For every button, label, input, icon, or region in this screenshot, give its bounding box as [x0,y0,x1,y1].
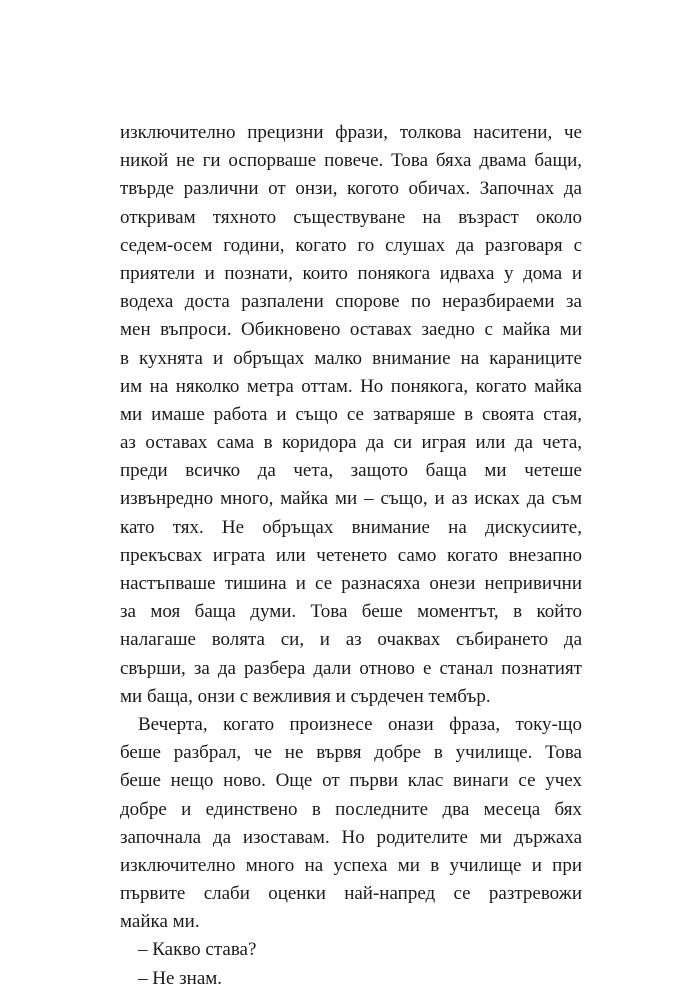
text-line: започнала да изоставам. Но родителите ми държаха [120,826,582,848]
text-line: изключително прецизни фрази, толкова наситени, че [120,122,582,143]
dialogue-line: – Не знам. [138,967,223,989]
text-line: като тях. Не обръщах внимание на дискусиите, [120,516,582,538]
text-line: приятели и познати, които понякога идваха у дома и [120,262,582,284]
text-line: прекъсвах играта или четенето само когато внезапно [120,544,582,566]
text-line: налагаше волята си, и аз очаквах събирането да [120,629,582,651]
text-line: мен въпроси. Обикновено оставах заедно с майка ми [120,319,582,341]
text-line: аз оставах сама в коридора да си играя или да чета, [120,432,582,454]
text-line: свърши, за да разбера дали отново е станал познатият [120,657,582,679]
text-line: ми баща, онзи с вежливия и сърдечен тембър. [120,685,491,707]
text-line: откривам тяхното съществуване на възраст около [120,206,582,228]
text-line: Вечерта, когато произнесе онази фраза, току-що [138,713,582,735]
text-line: никой не ги оспорваше повече. Това бяха двама бащи, [120,150,582,172]
text-line: водеха доста разпалени спорове по неразбираеми за [120,291,582,313]
text-line: беше разбрал, че не вървя добре в училище. Това [120,742,582,764]
text-line: в кухнята и обръщах малко внимание на караниците [120,347,582,369]
text-line: първите слаби оценки най-напред се разтревожи [120,883,582,905]
dialogue-line: – Какво става? [138,939,257,961]
text-line: за моя баща думи. Това беше моментът, в който [120,601,582,623]
page-body-text [120,119,582,993]
text-line: беше нещо ново. Още от първи клас винаги се учех [120,770,582,792]
text-line: ми имаше работа и също се затваряше в своята стая, [120,403,582,425]
text-line: изключително много на успеха ми в училище и при [120,854,582,876]
text-line: настъпваше тишина и се разнасяха онези непривични [120,573,582,594]
text-line: седем-осем години, когато го слушах да разговаря с [120,234,582,256]
text-line: майка ми. [120,911,200,933]
text-line: добре и единствено в последните два месеца бях [120,798,582,820]
text-line: им на няколко метра оттам. Но понякога, когато майка [120,375,582,397]
text-line: извънредно много, майка ми – също, и аз исках да съм [120,488,582,510]
text-line: преди всичко да чета, защото баща ми четеше [120,460,582,482]
text-line: твърде различни от онзи, когото обичах. Започнах да [120,178,582,200]
